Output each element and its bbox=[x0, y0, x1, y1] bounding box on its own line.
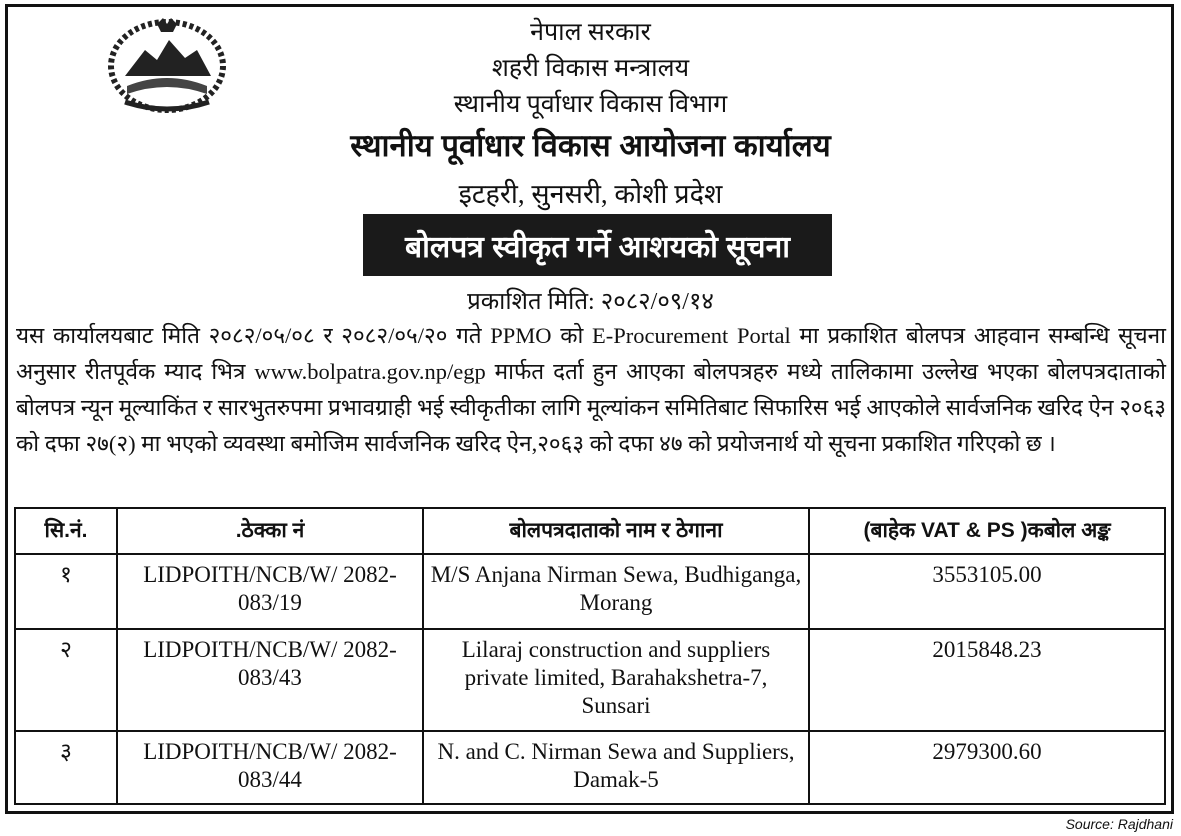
amount-cell: 2979300.60 bbox=[809, 731, 1165, 804]
table-header-row bbox=[15, 508, 1165, 554]
serial-cell: ३ bbox=[15, 731, 117, 804]
notice-body: यस कार्यालयबाट मिति २०८२/०५/०८ र २०८२/०५/२० गते PPMO को E-Procurement Portal मा प्रकाशित बोलपत्र आहवान सम्बन्धि सूचना अनुसार रीतपूर्वक म्याद भित्र www.bolpatra.gov.np/egp मार्फत दर्ता हुन आएका बोलपत्रहरु मध्ये तालिकामा उल्लेख भएका बोलपत्रदाताको बोलपत्र न्यून मूल्याकिंत र सारभुतरुपमा प्रभावग्राही भई स्वीकृतीका लागि मूल्यांकन समितिबाट सिफारिस भई आएकोले सार्वजनिक खरिद ऐन २०६३ को दफा २७(२) मा भएको व्यवस्था बमोजिम सार्वजनिक खरिद ऐन,२०६३ को दफा ४७ को प्रयोजनार्थ यो सूचना प्रकाशित गरिएको छ । bbox=[16, 323, 1166, 456]
government-name: नेपाल सरकार bbox=[530, 19, 651, 46]
header-serial: सि.नं. bbox=[15, 508, 117, 554]
source-credit: Source: Rajdhani bbox=[1065, 816, 1173, 832]
department-name: स्थानीय पूर्वाधार विकास विभाग bbox=[453, 91, 728, 118]
contract-cell: LIDPOITH/NCB/W/ 2082-083/19 bbox=[117, 554, 423, 629]
header-amount: (बाहेक VAT & PS )कबोल अङ्क bbox=[809, 508, 1165, 554]
published-date: प्रकाशित मिति: २०८२/०९/१४ bbox=[467, 289, 714, 315]
bidder-cell: N. and C. Nirman Sewa and Suppliers, Damak-5 bbox=[423, 731, 809, 804]
bidder-cell: Lilaraj construction and suppliers private limited, Barahakshetra-7, Sunsari bbox=[423, 629, 809, 731]
contract-cell: LIDPOITH/NCB/W/ 2082-083/43 bbox=[117, 629, 423, 731]
amount-cell: 2015848.23 bbox=[809, 629, 1165, 731]
amount-cell: 3553105.00 bbox=[809, 554, 1165, 629]
bidder-cell: M/S Anjana Nirman Sewa, Budhiganga, Morang bbox=[423, 554, 809, 629]
table-row bbox=[15, 554, 1165, 629]
notice-title: बोलपत्र स्वीकृत गर्ने आशयको सूचना bbox=[363, 214, 832, 276]
ministry-name: शहरी विकास मन्त्रालय bbox=[491, 55, 690, 82]
table-row bbox=[15, 629, 1165, 731]
serial-cell: १ bbox=[15, 554, 117, 629]
serial-cell: २ bbox=[15, 629, 117, 731]
contract-cell: LIDPOITH/NCB/W/ 2082-083/44 bbox=[117, 731, 423, 804]
table-row bbox=[15, 731, 1165, 804]
bid-table bbox=[14, 507, 1166, 805]
header-contract-no: .ठेक्का नं bbox=[117, 508, 423, 554]
office-location: इटहरी, सुनसरी, कोशी प्रदेश bbox=[458, 179, 723, 209]
office-name: स्थानीय पूर्वाधार विकास आयोजना कार्यालय bbox=[350, 128, 831, 163]
header-bidder: बोलपत्रदाताको नाम र ठेगाना bbox=[423, 508, 809, 554]
